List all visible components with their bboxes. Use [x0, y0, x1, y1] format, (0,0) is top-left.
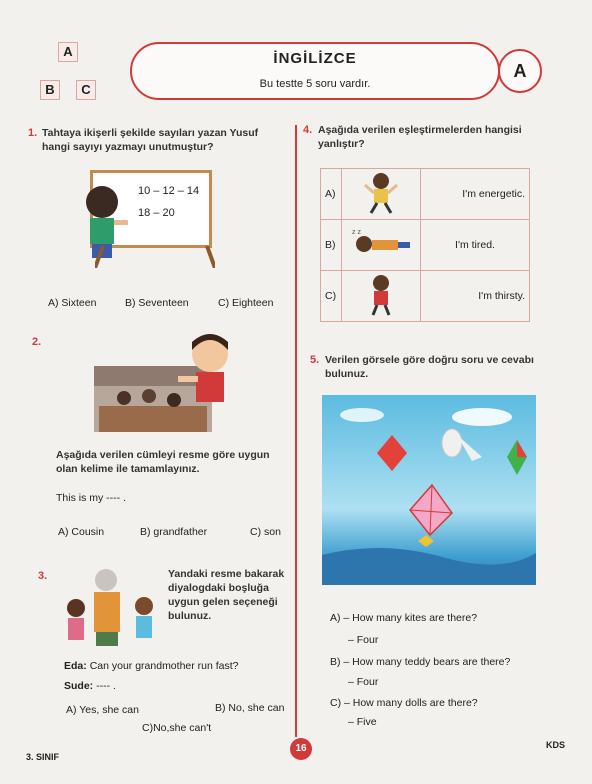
grandmother-and-girls-illustration: [60, 566, 164, 650]
q5-option-b-answer: – Four: [348, 676, 379, 688]
q4-number: 4.: [303, 124, 313, 136]
q1-option-a[interactable]: A) Sixteen: [48, 297, 97, 309]
q2-text: Aşağıda verilen cümleyi resme göre uygun olan kelime ile tamamlayınız.: [56, 449, 270, 475]
letter-block-b: B: [40, 80, 60, 100]
q4-text: Aşağıda verilen eşleştirmelerden hangisi yanlıştır?: [318, 124, 522, 150]
thirsty-boy-icon: [361, 273, 401, 317]
q3-option-b[interactable]: B) No, she can: [215, 702, 285, 714]
sude-text: ---- .: [96, 680, 116, 692]
table-row[interactable]: [321, 220, 530, 271]
header-banner: [130, 42, 500, 100]
row-a-text: I'm energetic.: [421, 169, 530, 220]
q1-option-b[interactable]: B) Seventeen: [125, 297, 189, 309]
letter-block-a: A: [58, 42, 78, 62]
q5-text: Verilen görsele göre doğru soru ve cevabı bulunuz.: [325, 354, 534, 380]
letter-block-c: C: [76, 80, 96, 100]
row-c-label: C): [321, 271, 342, 322]
grade-label: 3. SINIF: [26, 752, 60, 762]
boy-pointing-illustration: [172, 332, 242, 414]
q3-number: 3.: [38, 570, 48, 582]
q5-option-a-answer: – Four: [348, 634, 379, 646]
row-a-label: A): [321, 169, 342, 220]
sude-label: Sude:: [64, 680, 94, 692]
row-a-image: [342, 169, 421, 220]
brand-label: KDS: [546, 740, 566, 750]
eda-text: Can your grandmother run fast?: [89, 660, 239, 672]
q3-option-a[interactable]: A) Yes, she can: [66, 704, 139, 716]
q5-option-b-question[interactable]: B) – How many teddy bears are there?: [330, 656, 511, 668]
q5-option-c-question[interactable]: C) – How many dolls are there?: [330, 697, 478, 709]
q2-option-c[interactable]: C) son: [250, 526, 281, 538]
q5-option-a-question[interactable]: A) – How many kites are there?: [330, 612, 478, 624]
row-b-text: I'm tired.: [421, 220, 530, 271]
page-title: İNGİLİZCE: [273, 50, 357, 67]
q2-option-b[interactable]: B) grandfather: [140, 526, 208, 538]
row-c-text: I'm thirsty.: [421, 271, 530, 322]
q1-option-c[interactable]: C) Eighteen: [218, 297, 274, 309]
row-c-image: [342, 271, 421, 322]
column-divider: [295, 125, 297, 737]
table-row[interactable]: [321, 169, 530, 220]
q2-sentence: This is my ---- .: [56, 492, 126, 504]
row-b-image: [342, 220, 421, 271]
svg-text:z z: z z: [352, 228, 361, 236]
row-b-label: B): [321, 220, 342, 271]
q3-text: Yandaki resme bakarak diyalogdaki boşluğa uygun gelen seçeneği bulunuz.: [168, 568, 285, 622]
booklet-badge: A: [498, 49, 542, 93]
kites-picture: [322, 395, 536, 585]
q3-sude-line: [64, 680, 116, 692]
q3-eda-line: [64, 660, 239, 672]
q2-option-a[interactable]: A) Cousin: [58, 526, 105, 538]
kites-scene-image: [322, 395, 536, 585]
q3-option-c[interactable]: C)No,she can't: [142, 722, 212, 734]
q5-number: 5.: [310, 354, 320, 366]
matching-table: [320, 168, 530, 322]
table-row[interactable]: [321, 271, 530, 322]
energetic-boy-icon: [361, 171, 401, 215]
eda-label: Eda:: [64, 660, 87, 672]
q1-text: Tahtaya ikişerli şekilde sayıları yazan Yusuf hangi sayıyı yazmayı unutmuştur?: [42, 127, 259, 153]
page-number: 16: [290, 738, 312, 760]
easel-legs: [95, 246, 215, 268]
tired-boy-icon: [350, 226, 412, 262]
q2-number: 2.: [32, 336, 42, 348]
q1-number: 1.: [28, 127, 38, 139]
q5-option-c-answer: – Five: [348, 716, 377, 728]
board-line-1: 10 – 12 – 14: [138, 185, 200, 197]
page-subtitle: Bu testte 5 soru vardır.: [259, 78, 371, 90]
board-line-2: 18 – 20: [138, 207, 175, 219]
